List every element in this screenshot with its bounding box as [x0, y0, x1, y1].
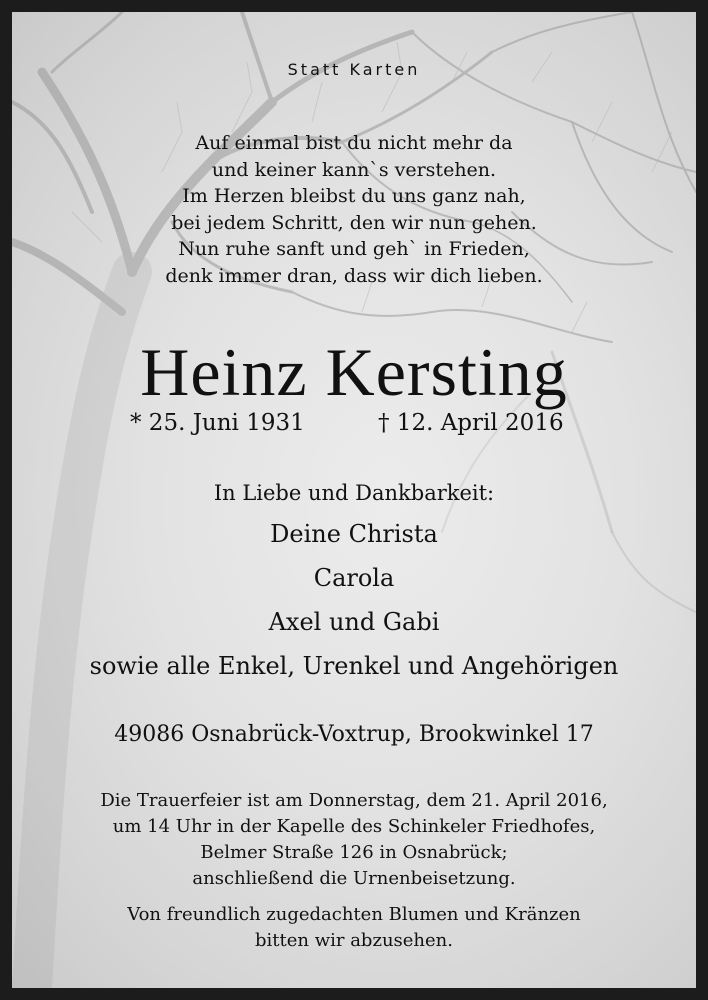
flowers-line: Von freundlich zugedachten Blumen und Kränzen — [127, 904, 581, 925]
address: 49086 Osnabrück-Voxtrup, Brookwinkel 17 — [114, 722, 594, 747]
family-member: Axel und Gabi — [268, 608, 440, 636]
poem-line: und keiner kann`s verstehen. — [211, 158, 497, 181]
poem-line: bei jedem Schritt, den wir nun gehen. — [171, 211, 537, 234]
poem-line: Im Herzen bleibst du uns ganz nah, — [182, 185, 526, 208]
funeral-info — [12, 788, 696, 892]
header-statt-karten: Statt Karten — [287, 60, 421, 79]
funeral-line: Belmer Straße 126 in Osnabrück; — [200, 842, 508, 863]
funeral-line: anschließend die Urnenbeisetzung. — [192, 868, 516, 889]
deceased-name: Heinz Kersting — [140, 334, 568, 410]
poem-line: Auf einmal bist du nicht mehr da — [195, 132, 513, 154]
flowers-line: bitten wir abzusehen. — [255, 930, 453, 951]
thanks-intro: In Liebe und Dankbarkeit: — [213, 481, 495, 505]
flowers-note — [12, 902, 696, 954]
death-date: † 12. April 2016 — [378, 410, 564, 436]
obituary-content — [12, 12, 696, 988]
family-members — [12, 512, 696, 688]
family-member: Carola — [313, 564, 395, 592]
poem-line: denk immer dran, dass wir dich lieben. — [165, 264, 543, 287]
funeral-line: Die Trauerfeier ist am Donnerstag, dem 21. April 2016, — [100, 790, 608, 811]
family-member: Deine Christa — [270, 520, 438, 548]
funeral-line: um 14 Uhr in der Kapelle des Schinkeler Friedhofes, — [112, 816, 596, 837]
poem-line: Nun ruhe sanft und geh` in Frieden, — [178, 238, 530, 261]
family-member: sowie alle Enkel, Urenkel und Angehörigen — [89, 652, 619, 680]
birth-date: * 25. Juni 1931 — [130, 410, 305, 436]
memorial-poem — [12, 130, 696, 290]
